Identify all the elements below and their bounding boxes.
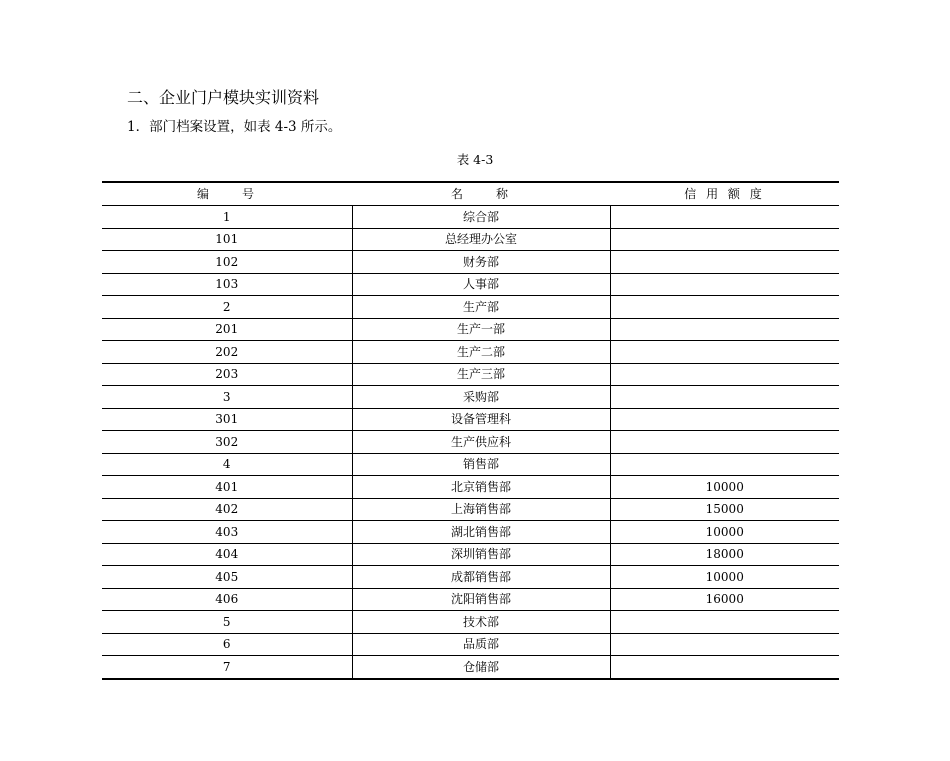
- table-row: [102, 566, 839, 589]
- cell-name: 上海销售部: [352, 498, 610, 521]
- cell-name: 财务部: [352, 251, 610, 274]
- table-row: [102, 408, 839, 431]
- table-row: [102, 273, 839, 296]
- cell-credit-limit: [610, 318, 839, 341]
- cell-code: 5: [102, 611, 352, 634]
- table-caption: 表 4-3: [456, 152, 494, 167]
- cell-credit-limit: [610, 296, 839, 319]
- cell-credit-limit: [610, 363, 839, 386]
- cell-credit-limit: 10000: [610, 476, 839, 499]
- cell-name: 技术部: [352, 611, 610, 634]
- cell-name: 销售部: [352, 453, 610, 476]
- cell-code: 2: [102, 296, 352, 319]
- table-row: [102, 656, 839, 679]
- table-row: [102, 611, 839, 634]
- table-row: [102, 363, 839, 386]
- cell-name: 成都销售部: [352, 566, 610, 589]
- cell-name: 采购部: [352, 386, 610, 409]
- cell-credit-limit: [610, 453, 839, 476]
- cell-credit-limit: [610, 341, 839, 364]
- cell-name: 仓储部: [352, 656, 610, 679]
- cell-name: 湖北销售部: [352, 521, 610, 544]
- department-table: [102, 181, 839, 680]
- cell-credit-limit: [610, 611, 839, 634]
- section-heading: 二、企业门户模块实训资料: [127, 88, 320, 107]
- cell-code: 406: [102, 588, 352, 611]
- header-name: 名 称: [352, 182, 610, 206]
- table-row: [102, 588, 839, 611]
- table-row: [102, 296, 839, 319]
- table-row: [102, 543, 839, 566]
- cell-name: 沈阳销售部: [352, 588, 610, 611]
- table-row: [102, 251, 839, 274]
- cell-name: 生产部: [352, 296, 610, 319]
- cell-code: 103: [102, 273, 352, 296]
- cell-code: 101: [102, 228, 352, 251]
- cell-code: 302: [102, 431, 352, 454]
- cell-code: 1: [102, 206, 352, 229]
- table-row: [102, 521, 839, 544]
- cell-credit-limit: [610, 386, 839, 409]
- table-row: [102, 633, 839, 656]
- table-row: [102, 318, 839, 341]
- cell-code: 4: [102, 453, 352, 476]
- cell-credit-limit: [610, 228, 839, 251]
- cell-name: 生产三部: [352, 363, 610, 386]
- intro-text: 1．部门档案设置，如表 4-3 所示。: [127, 119, 342, 135]
- cell-name: 生产一部: [352, 318, 610, 341]
- cell-credit-limit: 16000: [610, 588, 839, 611]
- cell-credit-limit: [610, 408, 839, 431]
- header-code: 编 号: [102, 182, 352, 206]
- cell-name: 品质部: [352, 633, 610, 656]
- cell-credit-limit: [610, 251, 839, 274]
- table-row: [102, 228, 839, 251]
- cell-code: 403: [102, 521, 352, 544]
- cell-name: 综合部: [352, 206, 610, 229]
- cell-credit-limit: [610, 273, 839, 296]
- table-header-row: [102, 182, 839, 206]
- cell-code: 7: [102, 656, 352, 679]
- cell-code: 404: [102, 543, 352, 566]
- cell-code: 102: [102, 251, 352, 274]
- cell-credit-limit: [610, 656, 839, 679]
- cell-name: 生产二部: [352, 341, 610, 364]
- table-row: [102, 498, 839, 521]
- cell-credit-limit: 18000: [610, 543, 839, 566]
- cell-credit-limit: [610, 431, 839, 454]
- cell-name: 北京销售部: [352, 476, 610, 499]
- cell-code: 301: [102, 408, 352, 431]
- cell-credit-limit: 15000: [610, 498, 839, 521]
- cell-name: 生产供应科: [352, 431, 610, 454]
- cell-credit-limit: 10000: [610, 521, 839, 544]
- cell-name: 深圳销售部: [352, 543, 610, 566]
- table-row: [102, 386, 839, 409]
- cell-code: 6: [102, 633, 352, 656]
- cell-credit-limit: 10000: [610, 566, 839, 589]
- cell-code: 3: [102, 386, 352, 409]
- table-body: [102, 206, 839, 679]
- table-row: [102, 341, 839, 364]
- table-row: [102, 431, 839, 454]
- table-row: [102, 476, 839, 499]
- cell-code: 202: [102, 341, 352, 364]
- table-row: [102, 453, 839, 476]
- cell-code: 402: [102, 498, 352, 521]
- cell-code: 405: [102, 566, 352, 589]
- table-row: [102, 206, 839, 229]
- cell-credit-limit: [610, 633, 839, 656]
- cell-name: 总经理办公室: [352, 228, 610, 251]
- cell-code: 201: [102, 318, 352, 341]
- cell-name: 设备管理科: [352, 408, 610, 431]
- cell-name: 人事部: [352, 273, 610, 296]
- cell-code: 203: [102, 363, 352, 386]
- header-credit-limit: 信 用 额 度: [610, 182, 839, 206]
- cell-code: 401: [102, 476, 352, 499]
- cell-credit-limit: [610, 206, 839, 229]
